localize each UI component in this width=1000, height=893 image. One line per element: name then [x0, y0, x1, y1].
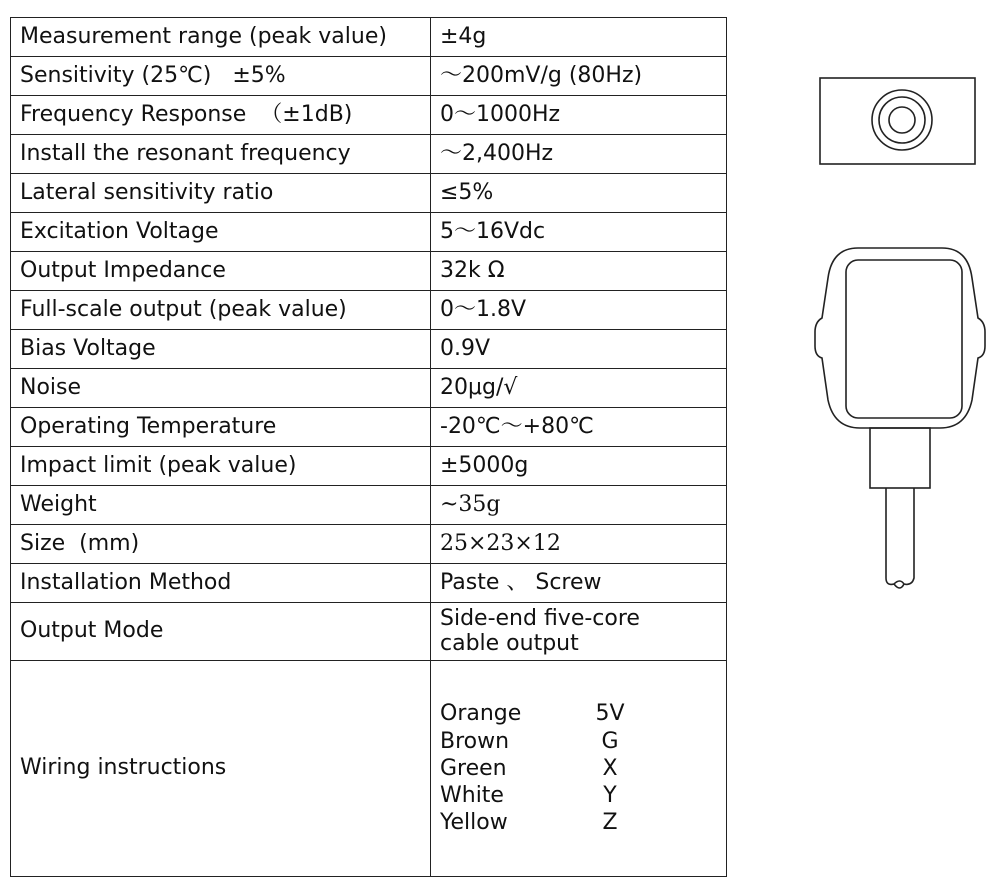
spec-value: Paste 、 Screw: [431, 564, 727, 603]
spec-row: [11, 291, 727, 330]
spec-row: [11, 564, 727, 603]
sensor-top-ring-inner: [889, 107, 915, 133]
spec-row: [11, 57, 727, 96]
spec-label: Operating Temperature: [11, 408, 431, 447]
wiring-color: Orange: [440, 701, 522, 727]
spec-label: Output Impedance: [11, 252, 431, 291]
sensor-top-ring-middle: [879, 97, 925, 143]
spec-row: [11, 525, 727, 564]
spec-label: Install the resonant frequency: [11, 135, 431, 174]
spec-label: Size (mm): [11, 525, 431, 564]
spec-label: Sensitivity (25℃) ±5%: [11, 57, 431, 96]
spec-value: ～2,400Hz: [431, 135, 727, 174]
wiring-code: G: [601, 728, 619, 754]
spec-label: Full-scale output (peak value): [11, 291, 431, 330]
spec-value: 20μg/√: [431, 369, 727, 408]
spec-row: [11, 486, 727, 525]
wiring-color: White: [440, 783, 504, 809]
sensor-top-ring-outer: [872, 90, 932, 150]
sensor-outline-drawing: [800, 60, 990, 600]
spec-value: 0.9V: [431, 330, 727, 369]
spec-label: Installation Method: [11, 564, 431, 603]
sensor-top-view: [820, 78, 975, 164]
spec-value: ~35g: [431, 486, 727, 525]
spec-value: 0～1.8V: [431, 291, 727, 330]
spec-label: Excitation Voltage: [11, 213, 431, 252]
sensor-cable-strain-relief: [870, 428, 930, 488]
wiring-list: [440, 700, 717, 836]
spec-value: ±5000g: [431, 447, 727, 486]
wiring-code: Z: [602, 810, 618, 836]
spec-value: 0～1000Hz: [431, 96, 727, 135]
output-mode-line-1: Side-end five-core: [440, 606, 640, 632]
spec-row: [11, 447, 727, 486]
sensor-cable-end: [894, 584, 904, 588]
spec-label: Bias Voltage: [11, 330, 431, 369]
spec-label: Weight: [11, 486, 431, 525]
spec-row: [11, 252, 727, 291]
spec-row: [11, 18, 727, 57]
wiring-value: [431, 661, 727, 877]
spec-label: Noise: [11, 369, 431, 408]
spec-row: [11, 330, 727, 369]
spec-table-body: [11, 18, 727, 877]
wiring-label: Wiring instructions: [11, 661, 431, 877]
spec-value: ～200mV/g (80Hz): [431, 57, 727, 96]
spec-row: [11, 96, 727, 135]
spec-row: [11, 135, 727, 174]
spec-label: Lateral sensitivity ratio: [11, 174, 431, 213]
wiring-code: Y: [603, 783, 617, 809]
wiring-code: X: [602, 755, 618, 781]
spec-row-output-mode: [11, 603, 727, 661]
spec-value: 5～16Vdc: [431, 213, 727, 252]
spec-value: 32k Ω: [431, 252, 727, 291]
output-mode-value: [431, 603, 727, 661]
sensor-side-inner-face: [846, 260, 962, 418]
spec-label: Impact limit (peak value): [11, 447, 431, 486]
wiring-color: Green: [440, 755, 507, 781]
spec-value: ±4g: [431, 18, 727, 57]
spec-label: Measurement range (peak value): [11, 18, 431, 57]
spec-label: Frequency Response （±1dB): [11, 96, 431, 135]
wiring-color: Yellow: [440, 810, 508, 836]
wiring-color: Brown: [440, 728, 510, 754]
output-mode-line-2: cable output: [440, 630, 579, 656]
sensor-cable: [886, 488, 914, 584]
spec-row: [11, 369, 727, 408]
spec-value: ≤5%: [431, 174, 727, 213]
output-mode-label: Output Mode: [11, 603, 431, 661]
wiring-code: 5V: [595, 701, 625, 727]
sensor-side-housing: [815, 248, 985, 428]
spec-row: [11, 408, 727, 447]
spec-row: [11, 213, 727, 252]
spec-value: 25×23×12: [431, 525, 727, 564]
spec-value: -20℃～+80℃: [431, 408, 727, 447]
spec-table: [10, 17, 727, 877]
spec-row-wiring: [11, 661, 727, 877]
spec-row: [11, 174, 727, 213]
sensor-side-view: [815, 248, 985, 588]
